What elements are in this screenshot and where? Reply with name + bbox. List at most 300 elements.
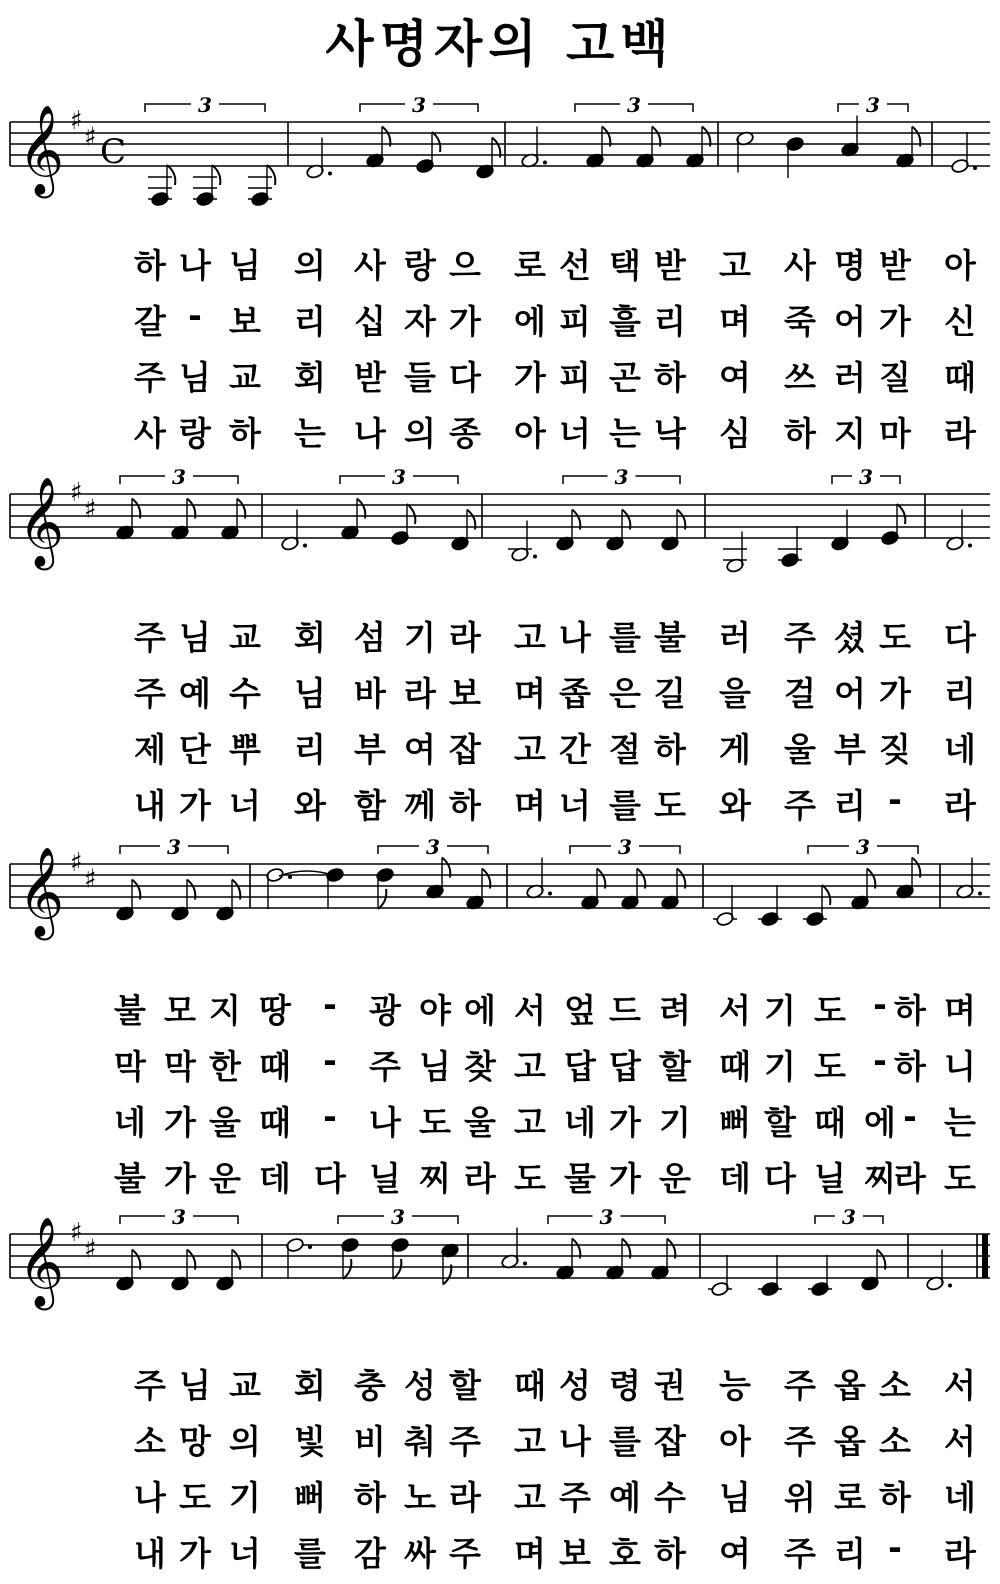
lyric-syllable: 답 <box>564 1047 596 1086</box>
lyric-syllable: 서 <box>719 991 751 1030</box>
lyric-syllable: 울 <box>464 1103 496 1142</box>
sharp-icon: ♯ <box>70 106 83 136</box>
lyric-syllable: 노 <box>404 1478 436 1517</box>
lyric-syllable: 자 <box>404 302 436 341</box>
lyric-syllable: 너 <box>559 786 591 825</box>
treble-clef-icon: 𝄞 <box>18 105 65 195</box>
lyric-syllable: 하 <box>894 991 926 1030</box>
lyric-syllable: 충 <box>354 1366 386 1405</box>
triplet-bracket <box>832 476 852 484</box>
triplet-number: 3 <box>599 1205 614 1229</box>
lyric-syllable: 도 <box>179 1478 211 1517</box>
triplet-bracket <box>575 104 620 112</box>
lyric-syllable: 막 <box>114 1047 146 1086</box>
lyric-syllable: 도 <box>814 1047 846 1086</box>
lyric-syllable: 니 <box>944 1047 976 1086</box>
lyric-syllable: 신 <box>944 302 976 341</box>
sharp-icon: ♯ <box>84 1234 97 1265</box>
lyric-syllable: 네 <box>114 1103 146 1142</box>
triplet-bracket <box>621 1216 666 1224</box>
triplet-bracket <box>413 476 458 484</box>
lyric-syllable: 좁 <box>559 674 591 713</box>
lyric-syllable: 주 <box>784 1534 816 1573</box>
triplet-bracket <box>412 1216 458 1224</box>
lyric-syllable: 서 <box>944 1422 976 1461</box>
lyric-syllable: 운 <box>659 1159 691 1198</box>
treble-clef-icon: 𝄞 <box>18 477 65 567</box>
lyric-syllable: 찌 <box>864 1159 896 1198</box>
lyric-syllable: 성 <box>559 1366 591 1405</box>
lyric-syllable: 흘 <box>609 302 641 341</box>
triplet-number: 3 <box>412 93 426 117</box>
lyric-syllable: 엎 <box>564 991 596 1030</box>
lyric-syllable: 하 <box>654 1534 686 1573</box>
lyric-syllable: 비 <box>354 1422 386 1461</box>
lyric-syllable: 님 <box>179 618 211 657</box>
lyric-syllable: 라 <box>944 1534 976 1573</box>
lyric-syllable: 에 <box>864 1103 896 1142</box>
lyric-line <box>0 1097 1000 1153</box>
dot <box>548 892 552 896</box>
lyric-syllable: 너 <box>559 414 591 453</box>
triplet-number: 3 <box>856 835 870 859</box>
lyric-syllable: 가 <box>879 674 911 713</box>
lyric-syllable: 의 <box>404 414 436 453</box>
lyric-syllable: 다 <box>764 1159 796 1198</box>
lyric-syllable: 여 <box>719 358 751 397</box>
note-flag <box>822 885 830 905</box>
lyric-syllable: 예 <box>609 1478 641 1517</box>
lyric-syllable: 지 <box>834 414 866 453</box>
sharp-icon: ♯ <box>70 1218 83 1248</box>
lyric-syllable: 소 <box>879 1366 911 1405</box>
triplet-bracket <box>378 846 419 854</box>
lyric-syllable: 짖 <box>879 730 911 769</box>
note-flag <box>378 889 386 909</box>
triplet-bracket <box>815 1216 835 1224</box>
triplet-bracket <box>880 476 900 484</box>
lyric-syllable: 찾 <box>464 1047 496 1086</box>
lyric-syllable: 지 <box>209 991 241 1030</box>
lyric-syllable: 할 <box>659 1047 691 1086</box>
lyric-syllable: 보 <box>229 302 261 341</box>
lyric-syllable: 다 <box>449 358 481 397</box>
sharp-icon: ♯ <box>84 494 97 525</box>
lyric-syllable: 리 <box>944 674 976 713</box>
lyric-syllable: 받 <box>879 246 911 285</box>
lyric-syllable: 가 <box>164 1159 196 1198</box>
note-flag <box>167 165 175 185</box>
lyric-line <box>0 1472 1000 1528</box>
lyric-line <box>0 1528 1000 1584</box>
lyric-syllable: 라 <box>894 1159 926 1198</box>
lyric-syllable: 님 <box>179 358 211 397</box>
lyric-syllable: 님 <box>419 1047 451 1086</box>
lyric-syllable: 기 <box>229 1478 261 1517</box>
lyric-syllable: 로 <box>514 246 546 285</box>
lyric-syllable: - <box>873 1041 887 1080</box>
lyric-syllable: 운 <box>209 1159 241 1198</box>
lyric-syllable: 나 <box>179 246 211 285</box>
lyric-syllable: 보 <box>559 1534 591 1573</box>
lyric-syllable: 여 <box>719 1534 751 1573</box>
lyric-syllable: 때 <box>259 1103 291 1142</box>
sharp-icon: ♯ <box>70 848 83 878</box>
song-title: 사명자의 고백 <box>325 15 675 73</box>
lyric-line <box>0 1416 1000 1472</box>
note-flag <box>393 1259 401 1279</box>
lyric-syllable: 명 <box>834 246 866 285</box>
dot <box>978 892 982 896</box>
triplet-number: 3 <box>198 93 212 117</box>
lyric-syllable: 불 <box>114 1159 146 1198</box>
lyric-syllable: 고 <box>514 1047 546 1086</box>
lyric-syllable: 네 <box>944 730 976 769</box>
lyric-syllable: 잡 <box>449 730 481 769</box>
lyric-syllable: 주 <box>134 358 166 397</box>
note-flag <box>343 1259 351 1279</box>
lyric-syllable: 리 <box>834 786 866 825</box>
lyric-line <box>0 724 1000 780</box>
lyric-syllable: 려 <box>659 991 691 1030</box>
lyric-syllable: 고 <box>514 1422 546 1461</box>
lyric-syllable: 며 <box>514 786 546 825</box>
lyric-syllable: 죽 <box>784 302 816 341</box>
music-staff <box>0 465 1000 602</box>
lyric-line <box>0 1360 1000 1416</box>
note-flag <box>897 504 905 524</box>
lyric-syllable: 옵 <box>834 1366 866 1405</box>
triplet-number: 3 <box>392 465 406 489</box>
lyric-syllable: 기 <box>659 1103 691 1142</box>
lyric-syllable: 뻐 <box>294 1478 326 1517</box>
triplet-bracket <box>548 1216 593 1224</box>
lyric-syllable: 권 <box>654 1366 686 1405</box>
lyric-syllable: 빛 <box>294 1422 326 1461</box>
lyric-syllable: - <box>188 296 202 335</box>
dot <box>288 875 292 879</box>
lyric-syllable: 나 <box>354 414 386 453</box>
lyric-syllable: 하 <box>229 414 261 453</box>
music-staff <box>0 1205 1000 1342</box>
lyric-syllable: 심 <box>719 414 751 453</box>
triplet-number: 3 <box>172 465 186 489</box>
lyric-syllable: 너 <box>229 1534 261 1573</box>
lyric-syllable: 아 <box>944 246 976 285</box>
lyric-syllable: 망 <box>179 1422 211 1461</box>
lyric-syllable: 수 <box>654 1478 686 1517</box>
lyric-syllable: 를 <box>609 786 641 825</box>
lyric-syllable: 는 <box>294 414 326 453</box>
lyric-syllable: 로 <box>834 1478 866 1517</box>
sharp-icon: ♯ <box>70 478 83 508</box>
triplet-number: 3 <box>614 465 629 489</box>
lyric-syllable: 네 <box>944 1478 976 1517</box>
triplet-bracket <box>808 846 849 854</box>
lyric-syllable: 뻐 <box>719 1103 751 1142</box>
lyric-syllable: 나 <box>369 1103 401 1142</box>
lyric-syllable: 주 <box>559 1478 591 1517</box>
lyric-syllable: 교 <box>229 618 261 657</box>
triplet-bracket <box>193 1216 238 1224</box>
lyric-syllable: 데 <box>259 1159 291 1198</box>
lyric-line <box>0 352 1000 408</box>
lyric-syllable: 뿌 <box>229 730 261 769</box>
lyric-syllable: 님 <box>294 674 326 713</box>
lyric-syllable: 예 <box>179 674 211 713</box>
lyric-syllable: 주 <box>134 674 166 713</box>
note-flag <box>432 132 440 152</box>
lyric-syllable: 리 <box>834 1534 866 1573</box>
lyric-syllable: 가 <box>609 1103 641 1142</box>
lyric-syllable: 불 <box>114 991 146 1030</box>
lyric-syllable: 하 <box>449 786 481 825</box>
lyric-syllable: 내 <box>134 1534 166 1573</box>
treble-clef-icon: 𝄞 <box>18 847 65 937</box>
lyric-syllable: 러 <box>719 618 751 657</box>
lyric-syllable: 울 <box>209 1103 241 1142</box>
lyric-line <box>0 296 1000 352</box>
lyric-syllable: 잡 <box>654 1422 686 1461</box>
triplet-bracket <box>193 476 238 484</box>
lyric-syllable: 고 <box>514 730 546 769</box>
lyric-syllable: 내 <box>134 786 166 825</box>
lyric-syllable: 때 <box>719 1047 751 1086</box>
triplet-bracket <box>863 1216 883 1224</box>
lyric-syllable: 네 <box>564 1103 596 1142</box>
lyric-syllable: 라 <box>449 618 481 657</box>
lyric-syllable: 바 <box>354 674 386 713</box>
lyric-syllable: 을 <box>719 674 751 713</box>
lyric-syllable: 기 <box>404 618 436 657</box>
lyric-syllable: 가 <box>179 786 211 825</box>
lyric-syllable: 주 <box>134 1366 166 1405</box>
lyric-syllable: 회 <box>294 618 326 657</box>
lyric-line <box>0 668 1000 724</box>
lyric-syllable: 광 <box>369 991 401 1030</box>
lyric-syllable: 가 <box>449 302 481 341</box>
triplet-bracket <box>120 846 160 854</box>
triplet-number: 3 <box>426 835 440 859</box>
lyric-syllable: 걸 <box>784 674 816 713</box>
lyric-syllable: 기 <box>764 1047 796 1086</box>
lyric-syllable: 마 <box>879 414 911 453</box>
triplet-bracket <box>120 476 165 484</box>
lyric-syllable: 야 <box>419 991 451 1030</box>
lyric-syllable: 서 <box>514 991 546 1030</box>
lyric-syllable: 부 <box>834 730 866 769</box>
lyric-syllable: 주 <box>449 1422 481 1461</box>
dot <box>533 555 537 559</box>
triplet-bracket <box>145 104 191 112</box>
lyric-syllable: 하 <box>879 1478 911 1517</box>
lyric-syllable: 질 <box>879 358 911 397</box>
lyric-syllable: 교 <box>229 1366 261 1405</box>
lyric-syllable: 소 <box>134 1422 166 1461</box>
lyric-syllable: 에 <box>514 302 546 341</box>
lyric-syllable: 주 <box>784 1366 816 1405</box>
lyric-syllable: 옵 <box>834 1422 866 1461</box>
lyric-syllable: 사 <box>354 246 386 285</box>
lyric-syllable: 절 <box>609 730 641 769</box>
triplet-bracket <box>340 476 385 484</box>
lyric-syllable: 닐 <box>814 1159 846 1198</box>
lyric-syllable: 아 <box>719 1422 751 1461</box>
lyric-syllable: 갈 <box>134 302 166 341</box>
lyric-line <box>0 1153 1000 1209</box>
lyric-syllable: 사 <box>134 414 166 453</box>
sharp-icon: ♯ <box>84 864 97 895</box>
lyric-syllable: 호 <box>609 1534 641 1573</box>
note-flag <box>407 504 415 524</box>
lyric-syllable: 는 <box>944 1103 976 1142</box>
lyric-syllable: 의 <box>294 246 326 285</box>
lyric-syllable: 으 <box>449 246 481 285</box>
lyric-syllable: 능 <box>719 1366 751 1405</box>
lyric-syllable: - <box>888 780 902 819</box>
lyric-syllable: 위 <box>784 1478 816 1517</box>
lyric-syllable: 주 <box>369 1047 401 1086</box>
triplet-number: 3 <box>172 1205 186 1229</box>
lyrics-block <box>0 1360 1000 1584</box>
lyric-syllable: 어 <box>834 674 866 713</box>
triplet-bracket <box>838 104 859 112</box>
sharp-icon: ♯ <box>84 122 97 153</box>
triplet-bracket <box>887 104 908 112</box>
lyric-syllable: 랑 <box>179 414 211 453</box>
lyric-syllable: 가 <box>609 1159 641 1198</box>
triplet-number: 3 <box>842 1205 856 1229</box>
lyric-syllable: 며 <box>514 674 546 713</box>
lyric-syllable: 하 <box>354 1478 386 1517</box>
dot <box>968 544 972 548</box>
lyric-syllable: 러 <box>834 358 866 397</box>
lyric-syllable: 님 <box>179 1366 211 1405</box>
lyric-syllable: 하 <box>654 358 686 397</box>
lyrics-block <box>0 985 1000 1209</box>
lyric-syllable: 와 <box>294 786 326 825</box>
lyric-syllable: 고 <box>514 1103 546 1142</box>
triplet-bracket <box>639 846 680 854</box>
lyric-syllable: 받 <box>354 358 386 397</box>
lyric-syllable: 고 <box>719 246 751 285</box>
lyric-syllable: 수 <box>229 674 261 713</box>
lyric-syllable: 도 <box>419 1103 451 1142</box>
lyric-syllable: 쓰 <box>784 358 816 397</box>
dot <box>308 1245 312 1249</box>
triplet-bracket <box>563 476 608 484</box>
triplet-number: 3 <box>859 465 873 489</box>
lyric-syllable: 에 <box>464 991 496 1030</box>
triplet-number: 3 <box>391 1205 405 1229</box>
lyric-syllable: 고 <box>514 1478 546 1517</box>
lyric-syllable: 때 <box>259 1047 291 1086</box>
lyric-syllable: 때 <box>944 358 976 397</box>
lyric-syllable: 주 <box>449 1534 481 1573</box>
lyric-line <box>0 408 1000 464</box>
lyric-syllable: 도 <box>879 618 911 657</box>
lyric-syllable: - <box>873 985 887 1024</box>
lyric-syllable: 주 <box>784 618 816 657</box>
dot <box>523 1262 527 1266</box>
lyric-syllable: 나 <box>559 1422 591 1461</box>
lyric-syllable: 한 <box>209 1047 241 1086</box>
lyric-line <box>0 1041 1000 1097</box>
lyric-syllable: 길 <box>654 674 686 713</box>
lyric-syllable: 령 <box>609 1366 641 1405</box>
lyric-syllable: 교 <box>229 358 261 397</box>
lyric-syllable: 제 <box>134 730 166 769</box>
lyric-syllable: 주 <box>784 786 816 825</box>
lyric-syllable: 받 <box>654 246 686 285</box>
lyric-syllable: 간 <box>559 730 591 769</box>
lyric-syllable: 때 <box>514 1366 546 1405</box>
lyric-syllable: 너 <box>229 786 261 825</box>
lyric-syllable: 께 <box>404 786 436 825</box>
lyric-syllable: 때 <box>814 1103 846 1142</box>
triplet-bracket <box>648 104 693 112</box>
lyric-syllable: 찌 <box>419 1159 451 1198</box>
lyric-syllable: 고 <box>514 618 546 657</box>
lyric-syllable: 회 <box>294 1366 326 1405</box>
lyric-syllable: 라 <box>944 786 976 825</box>
lyric-syllable: 막 <box>164 1047 196 1086</box>
lyric-syllable: 며 <box>944 991 976 1030</box>
dot <box>948 1284 952 1288</box>
lyric-syllable: - <box>323 1097 337 1136</box>
lyric-syllable: 주 <box>784 1422 816 1461</box>
treble-clef-icon: 𝄞 <box>18 1217 65 1307</box>
lyric-syllable: 단 <box>179 730 211 769</box>
dot <box>303 544 307 548</box>
lyric-syllable: 회 <box>294 358 326 397</box>
lyric-syllable: - <box>903 1097 917 1136</box>
triplet-bracket <box>338 1216 384 1224</box>
lyric-syllable: 며 <box>719 302 751 341</box>
lyric-syllable: 들 <box>404 358 436 397</box>
lyric-syllable: 택 <box>609 246 641 285</box>
lyric-line <box>0 780 1000 836</box>
lyric-syllable: 를 <box>294 1534 326 1573</box>
triplet-number: 3 <box>618 835 632 859</box>
dot <box>328 172 332 176</box>
lyric-syllable: 주 <box>134 618 166 657</box>
lyric-syllable: - <box>888 1528 902 1567</box>
lyric-syllable: - <box>323 1041 337 1080</box>
note-flag <box>267 165 275 185</box>
lyrics-block <box>0 612 1000 836</box>
lyric-syllable: 싸 <box>404 1534 436 1573</box>
lyric-line <box>0 612 1000 668</box>
triplet-bracket <box>447 846 488 854</box>
lyric-syllable: 서 <box>944 1366 976 1405</box>
triplet-bracket <box>877 846 918 854</box>
lyrics-block <box>0 240 1000 464</box>
lyric-syllable: 부 <box>354 730 386 769</box>
lyric-syllable: 소 <box>879 1422 911 1461</box>
triplet-bracket <box>636 476 681 484</box>
lyric-syllable: 어 <box>834 302 866 341</box>
lyric-syllable: 도 <box>514 1159 546 1198</box>
lyric-syllable: 의 <box>229 1422 261 1461</box>
lyric-syllable: 데 <box>719 1159 751 1198</box>
lyric-syllable: 나 <box>559 618 591 657</box>
lyric-syllable: 며 <box>514 1534 546 1573</box>
triplet-bracket <box>120 1216 165 1224</box>
lyric-syllable: 가 <box>164 1103 196 1142</box>
lyric-syllable: 리 <box>294 302 326 341</box>
lyric-syllable: 라 <box>404 674 436 713</box>
